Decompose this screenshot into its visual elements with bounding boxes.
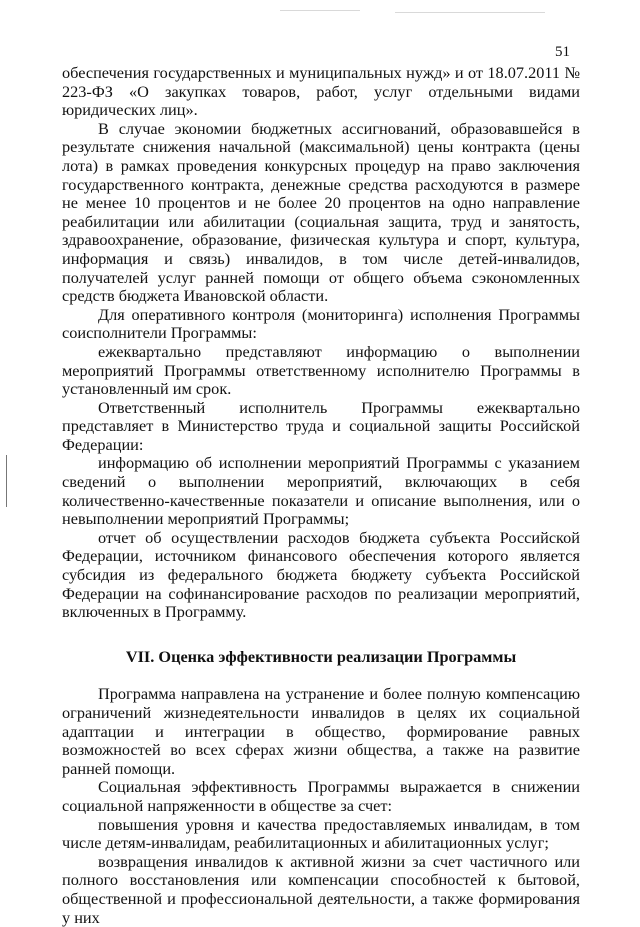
document-body [62, 64, 580, 927]
scan-edge-mark [6, 455, 7, 507]
scan-artifact-top-right [395, 12, 545, 13]
paragraph-monitoring: Для оперативного контроля (мониторинга) исполнения Программы соисполнители Программы: [62, 304, 580, 343]
paragraph-execution-info: информацию об исполнении мероприятий Программы с указанием сведений о выполнении мероприятий, включающих в себя количественно-качественные показатели и описание выполнения, или о невыполнении мероприятий Программы; [62, 453, 580, 529]
paragraph-program-aim: Программа направлена на устранение и более полную компенсацию ограничений жизнедеятельности инвалидов в целях их социальной адаптации и интеграции в общество, формирование равных возможностей во всех сферах жизни общества, а также на развитие ранней помощи. [62, 684, 580, 778]
scan-artifact-top-left [280, 10, 360, 11]
paragraph-social-efficiency: Социальная эффективность Программы выражается в снижении социальной напряженности в обществе за счет: [62, 777, 580, 815]
paragraph-budget-savings: В случае экономии бюджетных ассигнований, образовавшейся в результате снижения начальной (максимальной) цены контракта (цены лота) в рамках проведения конкурсных процедур на право заключения государственного контракта, денежные средства расходуются в размере не менее 10 процентов и не более 20 процентов на одно направление реабилитации или абилитации (социальная защита, труд и занятость, здравоохранение, образование, физическая культура и спорт, культура, информация и связь) инвалидов, в том числе детей-инвалидов, получателей услуг ранней помощи от общего объема сэкономленных средств бюджета Ивановской области. [62, 118, 580, 306]
paragraph-quarterly-info: ежеквартально представляют информацию о выполнении мероприятий Программы ответственному исполнителю Программы в установленный им срок. [62, 341, 580, 399]
paragraph-service-quality: повышения уровня и качества предоставляемых инвалидам, в том числе детям-инвалидам, реабилитационных и абилитационных услуг; [62, 814, 580, 853]
paragraph-responsible-executor: Ответственный исполнитель Программы ежеквартально представляет в Министерство труда и социальной защиты Российской Федерации: [62, 397, 580, 454]
paragraph-expense-report: отчет об осуществлении расходов бюджета субъекта Российской Федерации, источником финансового обеспечения которого является субсидия из федерального бюджета бюджету субъекта Российской Федерации на софинансирование расходов по реализации мероприятий, включенных в Программу. [62, 527, 580, 622]
paragraph-active-life: возвращения инвалидов к активной жизни за счет частичного или полного восстановления или компенсации способностей к бытовой, общественной и профессиональной деятельности, а также формирования у них [62, 851, 580, 927]
page-number: 51 [555, 44, 570, 60]
paragraph-procurement-law: обеспечения государственных и муниципальных нужд» и от 18.07.2011 № 223-ФЗ «О закупках товаров, работ, услуг отдельными видами юридических лиц». [62, 63, 580, 120]
section-heading: VII. Оценка эффективности реализации Программы [125, 646, 517, 666]
